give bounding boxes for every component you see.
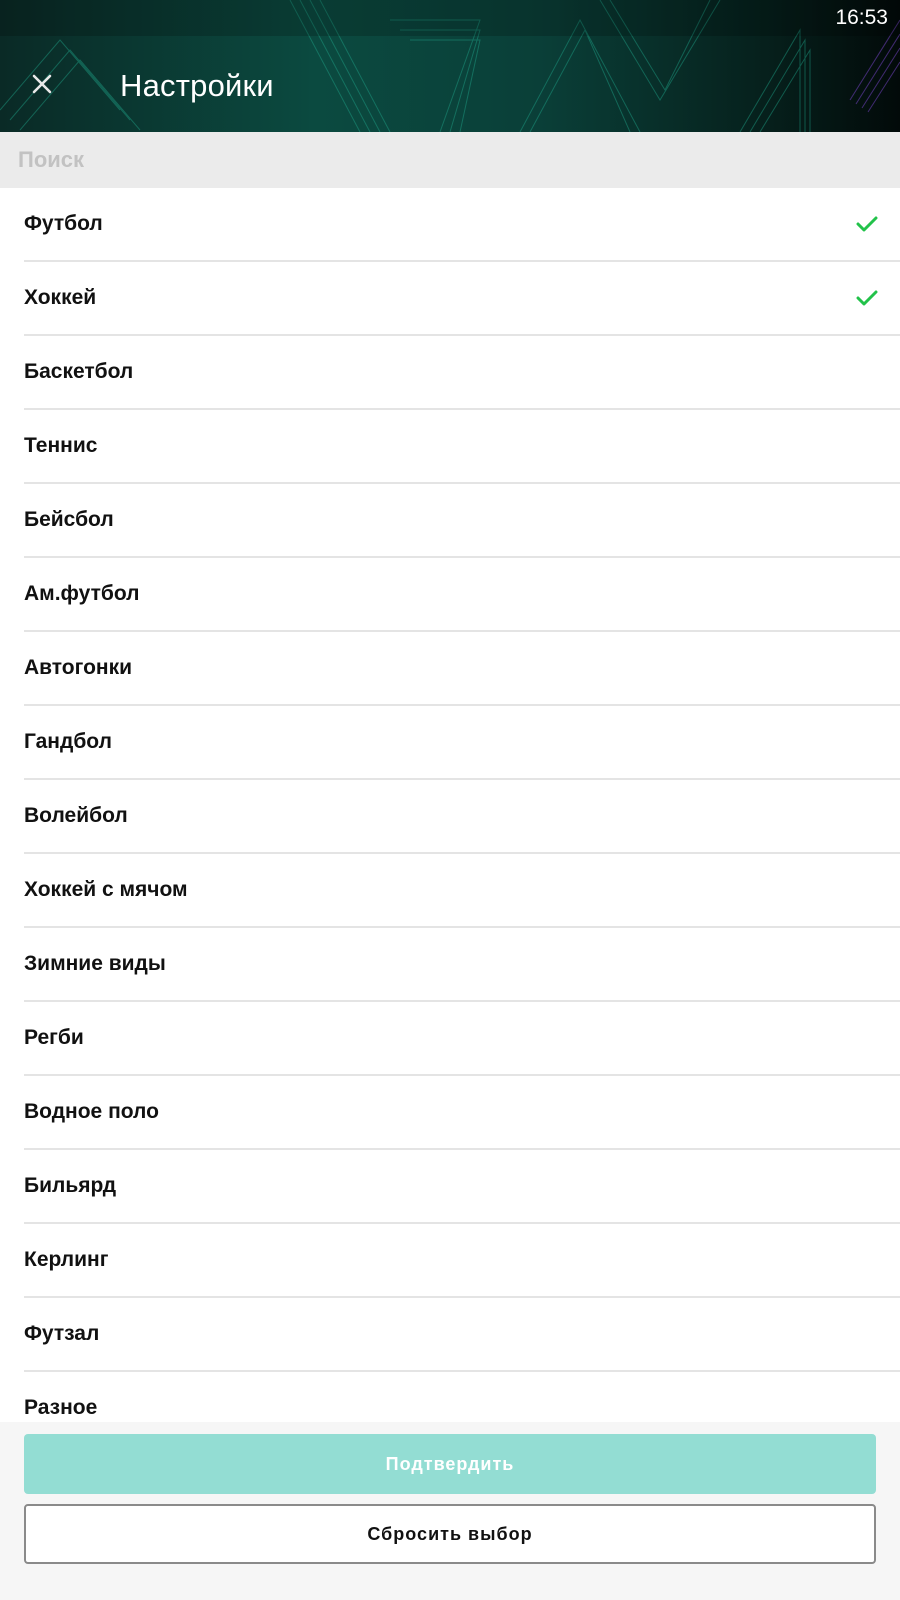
sport-label: Бильярд (24, 1174, 117, 1197)
checkmark-icon (856, 289, 878, 307)
close-icon (31, 73, 53, 95)
list-item[interactable] (24, 1076, 900, 1150)
footer (0, 1422, 900, 1600)
list-item[interactable] (24, 558, 900, 632)
list-item[interactable] (24, 854, 900, 928)
sport-label: Футзал (24, 1322, 100, 1345)
sport-label: Волейбол (24, 804, 128, 827)
reset-selection-button[interactable]: Сбросить выбор (24, 1504, 876, 1564)
list-item[interactable] (24, 928, 900, 1002)
sport-label: Теннис (24, 434, 98, 457)
sport-label: Автогонки (24, 656, 133, 679)
list-item[interactable] (24, 410, 900, 484)
sport-label: Зимние виды (24, 952, 166, 975)
sport-label: Бейсбол (24, 508, 114, 531)
checkmark-icon (856, 215, 878, 233)
list-item[interactable] (24, 1372, 900, 1422)
sport-label: Хоккей (24, 286, 97, 309)
sport-label: Регби (24, 1026, 84, 1049)
status-time: 16:53 (835, 6, 888, 29)
confirm-button[interactable]: Подтвердить (24, 1434, 876, 1494)
page-title: Настройки (120, 68, 274, 103)
list-item[interactable] (24, 336, 900, 410)
list-item[interactable] (24, 1150, 900, 1224)
list-item[interactable] (24, 484, 900, 558)
list-item[interactable] (24, 1002, 900, 1076)
app-header (0, 0, 900, 132)
list-item[interactable] (24, 188, 900, 262)
sport-label: Керлинг (24, 1248, 109, 1271)
sport-label: Футбол (24, 212, 103, 235)
list-item[interactable] (24, 1298, 900, 1372)
search-input[interactable] (0, 132, 900, 188)
sport-label: Ам.футбол (24, 582, 140, 605)
sport-label: Гандбол (24, 730, 112, 753)
sports-list (0, 188, 900, 1422)
list-item[interactable] (24, 262, 900, 336)
list-item[interactable] (24, 632, 900, 706)
close-button[interactable] (22, 64, 62, 104)
list-item[interactable] (24, 780, 900, 854)
list-item[interactable] (24, 1224, 900, 1298)
status-bar (0, 0, 900, 36)
sport-label: Водное поло (24, 1100, 159, 1123)
sport-label: Хоккей с мячом (24, 878, 188, 901)
search-bar (0, 132, 900, 188)
sport-label: Разное (24, 1396, 98, 1419)
sport-label: Баскетбол (24, 360, 134, 383)
list-item[interactable] (24, 706, 900, 780)
